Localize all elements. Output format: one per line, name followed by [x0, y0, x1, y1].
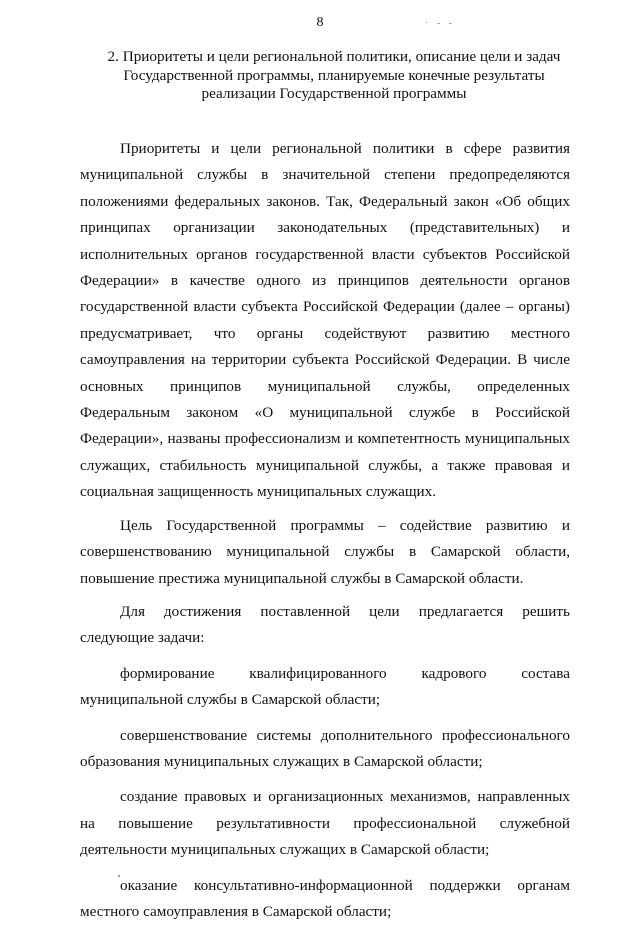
task-item: совершенствование системы дополнительного профессионального образования муниципальных служащих в Самарской области;	[80, 726, 570, 770]
paragraph-priorities: Приоритеты и цели региональной политики в сфере развития муниципальной службы в значительной степени предопределяются положениями федеральных законов. Так, Федеральный закон «Об общих принципах организации законодательных (представительных) и исполнительных органов государственной власти субъектов Российской Федерации» в качестве одного из принципов деятельности органов государственной власти субъекта Российской Федерации (далее – органы) предусматривает, что органы содействуют развитию местного самоуправления на территории субъекта Российской Федерации. В числе основных принципов муниципальной службы, определенных Федеральным законом «О муниципальной службе в Российской Федерации», названы профессионализм и компетентность муниципальных служащих, стабильность муниципальной службы, а также правовая и социальная защищенность муниципальных служащих.	[80, 140, 570, 501]
task-item: создание правовых и организационных механизмов, направленных на повышение результативности профессиональной служебной деятельности муниципальных служащих в Самарской области;	[80, 788, 570, 859]
paragraph-goal: Цель Государственной программы – содействие развитию и совершенствованию муниципальной службы в Самарской области, повышение престижа муниципальной службы в Самарской области.	[80, 516, 570, 587]
scan-marks: · - -	[425, 18, 455, 29]
page-number: 8	[316, 15, 324, 30]
paragraph-tasks-intro: Для достижения поставленной цели предлагается решить следующие задачи:	[80, 602, 570, 647]
task-item: оказание консультативно-информационной поддержки органам местного самоуправления в Самарской области;	[80, 876, 570, 920]
task-item: формирование квалифицированного кадрового состава муниципальной службы в Самарской области;	[80, 664, 570, 709]
scan-artifact	[118, 875, 120, 877]
body-text	[80, 136, 570, 925]
section-heading: 2. Приоритеты и цели региональной политики, описание цели и задач Государственной программы, планируемые конечные результаты реализации Государственной программы	[107, 48, 561, 102]
